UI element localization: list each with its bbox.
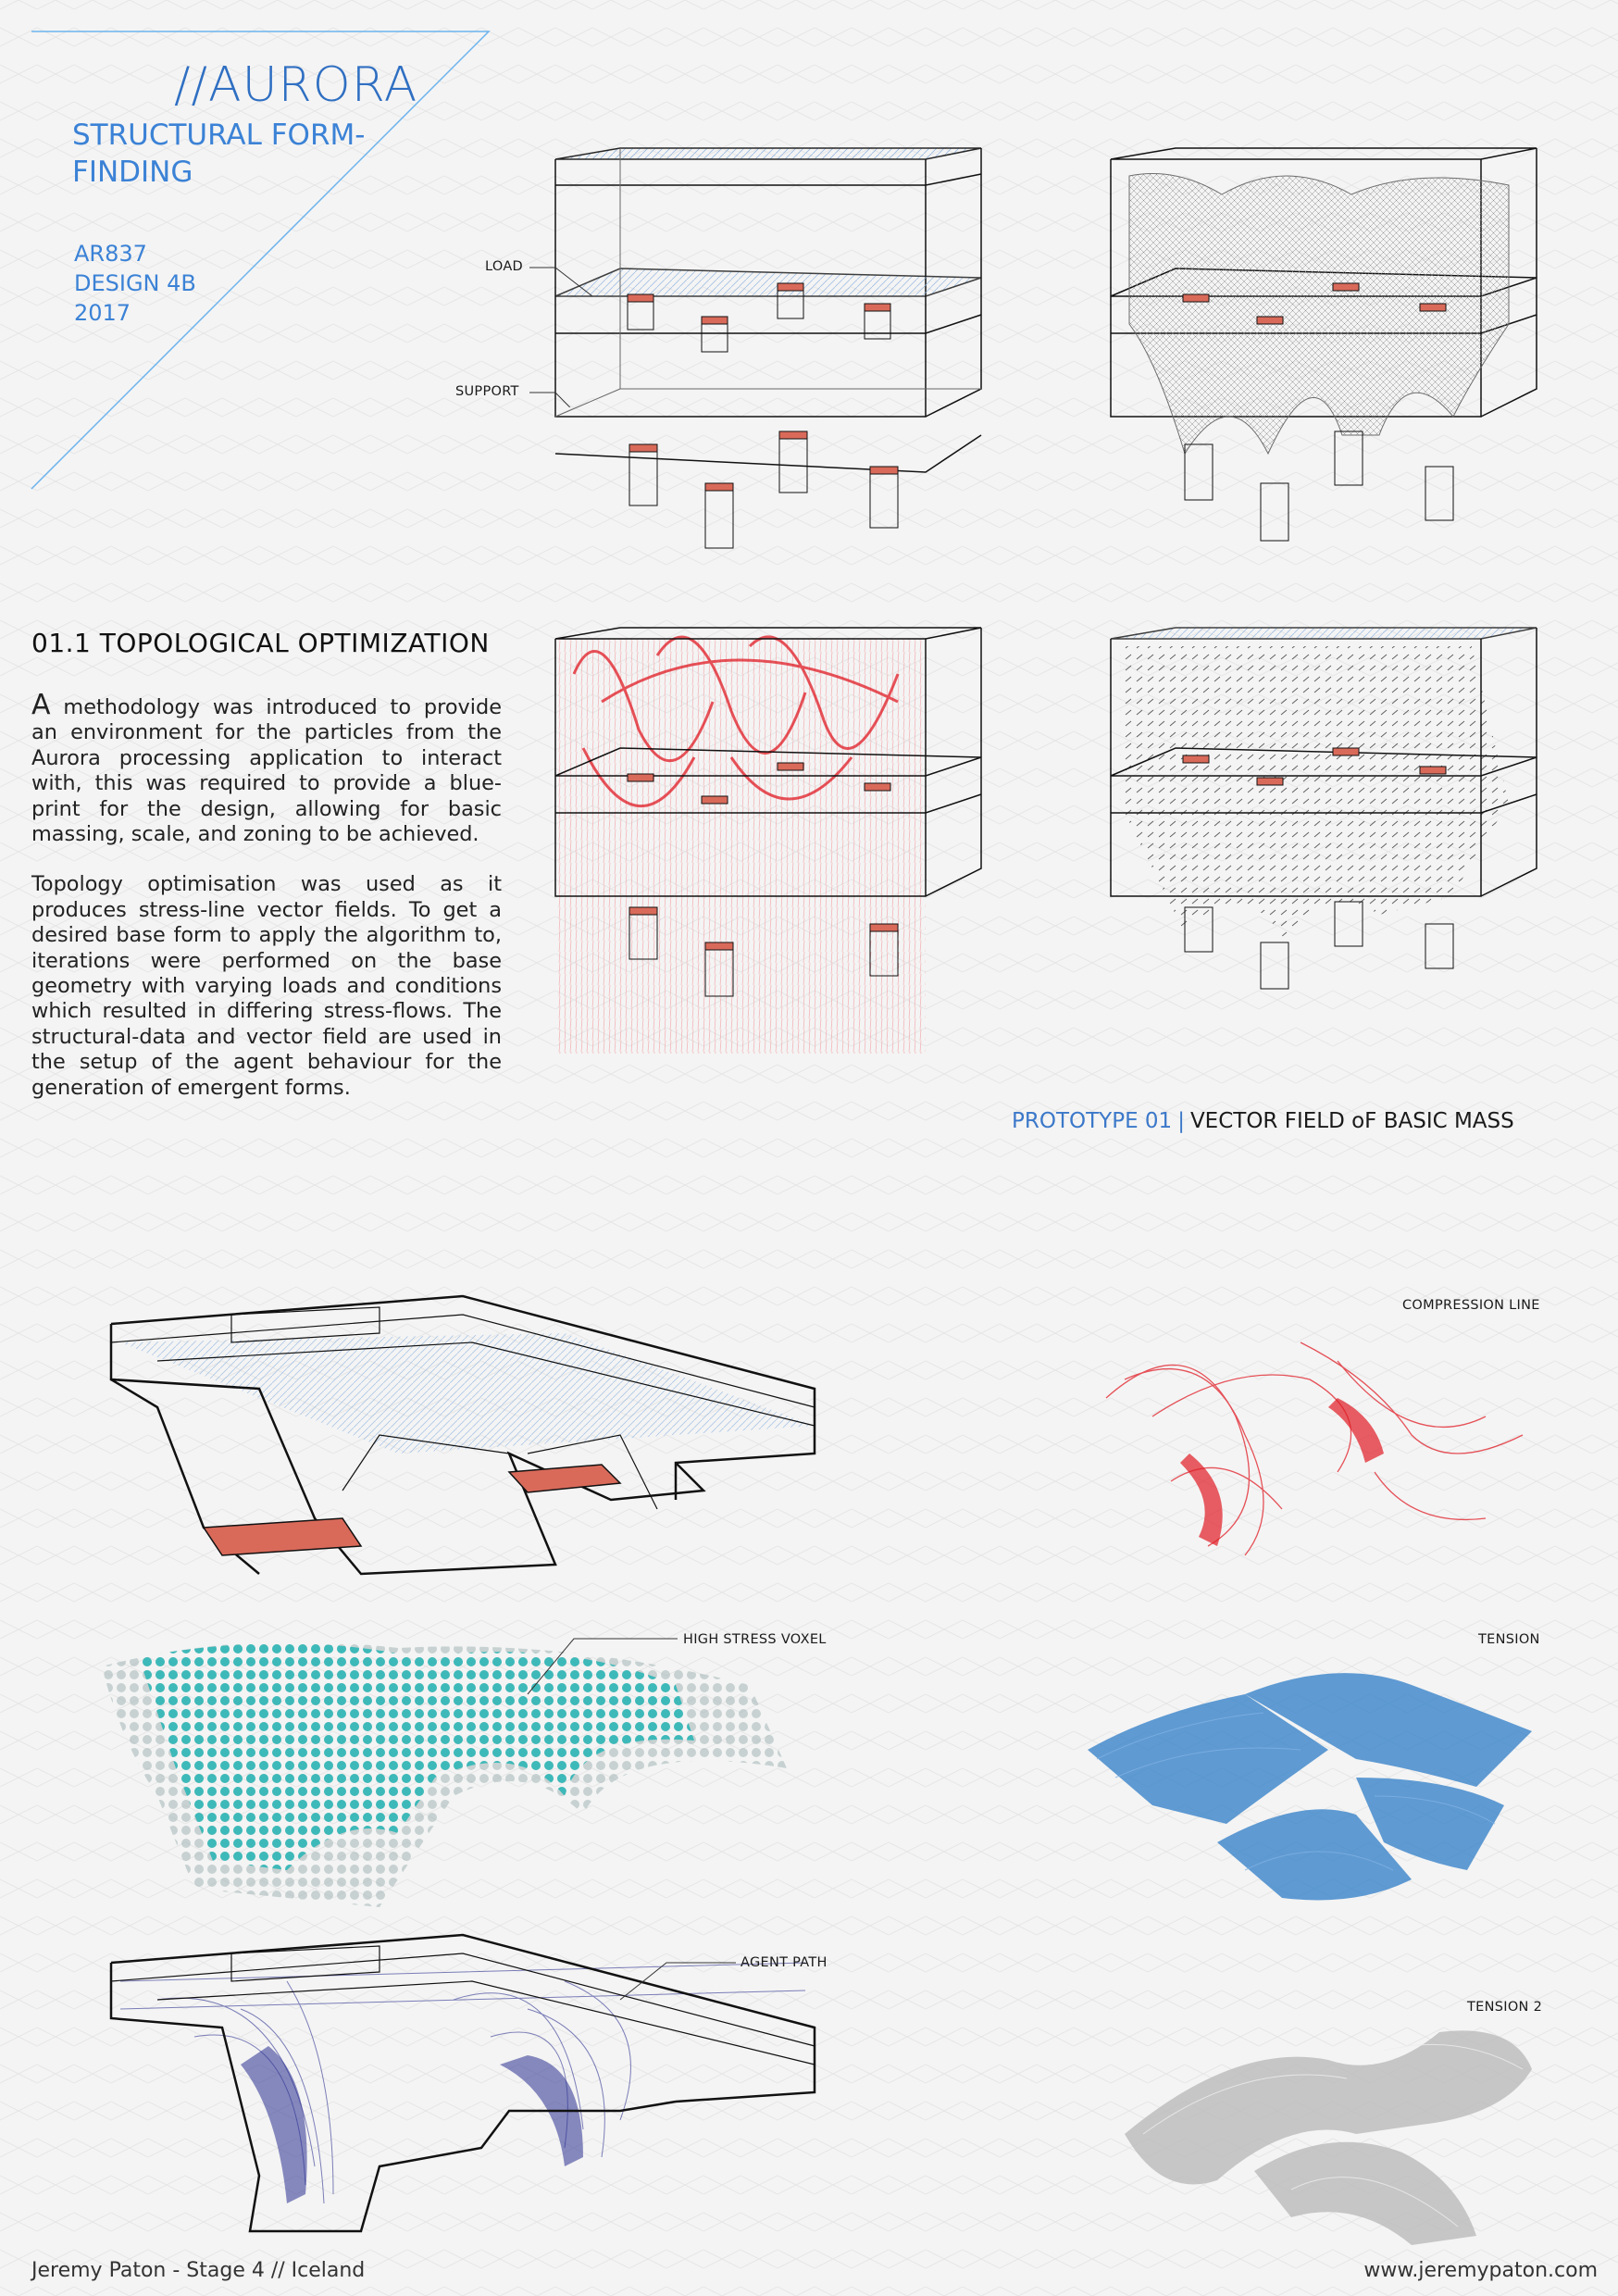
label-tension-2: TENSION 2	[1467, 2000, 1543, 2015]
tension-2-diagram	[1106, 2014, 1550, 2245]
label-load: LOAD	[485, 259, 524, 274]
paragraph-2: Topology optimisation was used as it produces stress-line vector fields. To get a desired base form to apply the algorithm to, iterations were performed on the base geometry with varying loads and conditions which resulted in differing stress-flows. The structural-data and vector field are used in the setup of the agent behaviour for the generation of emergent forms.	[31, 872, 502, 1100]
title-block	[72, 57, 489, 191]
course-name: DESIGN 4B	[74, 270, 196, 296]
label-tension: TENSION	[1478, 1632, 1540, 1647]
voxel-leader	[518, 1629, 685, 1703]
paragraph-1: A methodology was introduced to provide an environment for the particles from the Aurora processing application to interact with, this was required to provide a blue-print for the design, allowing for basic massing, scale, and zoning to be achieved.	[31, 689, 502, 847]
footer-website[interactable]: www.jeremypaton.com	[1363, 2259, 1598, 2282]
course-code: AR837	[74, 241, 147, 267]
caption-separator: |	[1177, 1109, 1185, 1133]
section-heading: 01.1 TOPOLOGICAL OPTIMIZATION	[31, 628, 490, 658]
label-leaders	[518, 259, 629, 407]
cube-vector-field-diagram	[1101, 618, 1564, 1054]
compression-line-diagram	[1097, 1324, 1541, 1565]
cube-mesh-diagram	[1101, 139, 1564, 574]
agent-leader	[611, 1953, 741, 2009]
label-support: SUPPORT	[455, 384, 519, 399]
prototype-caption	[1012, 1109, 1514, 1133]
course-info	[74, 239, 196, 328]
tension-diagram	[1078, 1657, 1541, 1916]
label-high-stress-voxel: HIGH STRESS VOXEL	[683, 1632, 827, 1647]
body-text	[31, 689, 502, 1126]
caption-description: VECTOR FIELD oF BASIC MASS	[1189, 1109, 1514, 1133]
label-compression-line: COMPRESSION LINE	[1402, 1298, 1540, 1313]
dropcap: A	[31, 689, 51, 721]
footer-author: Jeremy Paton - Stage 4 // Iceland	[31, 2259, 366, 2282]
slab-load-diagram	[102, 1287, 842, 1592]
course-year: 2017	[74, 300, 131, 326]
label-agent-path: AGENT PATH	[741, 1955, 828, 1970]
page-title: //AURORA	[174, 57, 418, 113]
cube-stress-lines-diagram	[546, 618, 1018, 1054]
caption-prototype: PROTOTYPE 01	[1012, 1109, 1173, 1133]
page-subtitle: STRUCTURAL FORM-FINDING	[72, 119, 366, 189]
high-stress-voxel-diagram	[102, 1629, 842, 1926]
